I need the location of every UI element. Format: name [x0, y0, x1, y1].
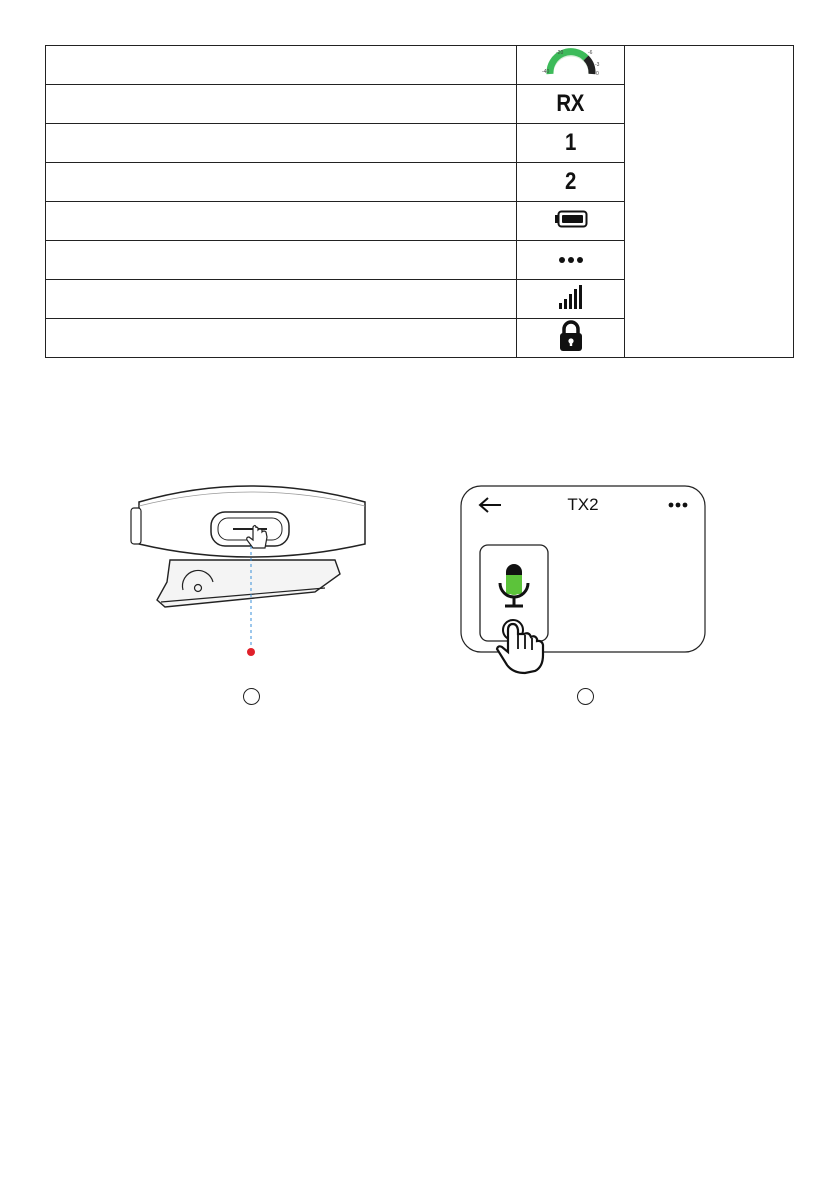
svg-text:-3: -3: [594, 61, 599, 68]
svg-text:-40: -40: [541, 68, 549, 75]
led-dot: [247, 648, 255, 656]
channel-1-label: 1: [565, 129, 576, 156]
lock-icon: [558, 320, 584, 352]
icon-cell: [517, 124, 625, 163]
description-cell: [46, 202, 517, 241]
description-cell: [46, 319, 517, 358]
table-row: [46, 46, 794, 85]
more-dots-icon: [558, 256, 584, 264]
more-dots-icon: [669, 503, 688, 508]
icon-legend-table: [45, 45, 794, 358]
signal-bars-icon: [558, 284, 584, 310]
icon-cell: [517, 163, 625, 202]
icon-cell: [517, 241, 625, 280]
audio-level-meter-icon: [536, 48, 606, 78]
icon-cell: [517, 319, 625, 358]
battery-icon: [554, 210, 588, 228]
icon-cell: [517, 46, 625, 85]
rx-label: RX: [556, 90, 585, 117]
screen-title: TX2: [567, 495, 599, 514]
description-cell: [46, 124, 517, 163]
description-cell: [46, 280, 517, 319]
icon-cell: [517, 280, 625, 319]
description-cell: [46, 85, 517, 124]
description-cell: [46, 46, 517, 85]
svg-text:0: 0: [595, 70, 599, 77]
step-marker: [577, 688, 594, 705]
description-cell: [46, 241, 517, 280]
icon-cell: [517, 202, 625, 241]
channel-2-label: 2: [565, 168, 576, 195]
notes-cell: [625, 46, 794, 358]
svg-text:-20: -20: [555, 49, 563, 56]
transmitter-device-illustration: [125, 482, 375, 662]
svg-text:-6: -6: [587, 49, 592, 56]
step-marker: [243, 688, 260, 705]
icon-cell: [517, 85, 625, 124]
description-cell: [46, 163, 517, 202]
